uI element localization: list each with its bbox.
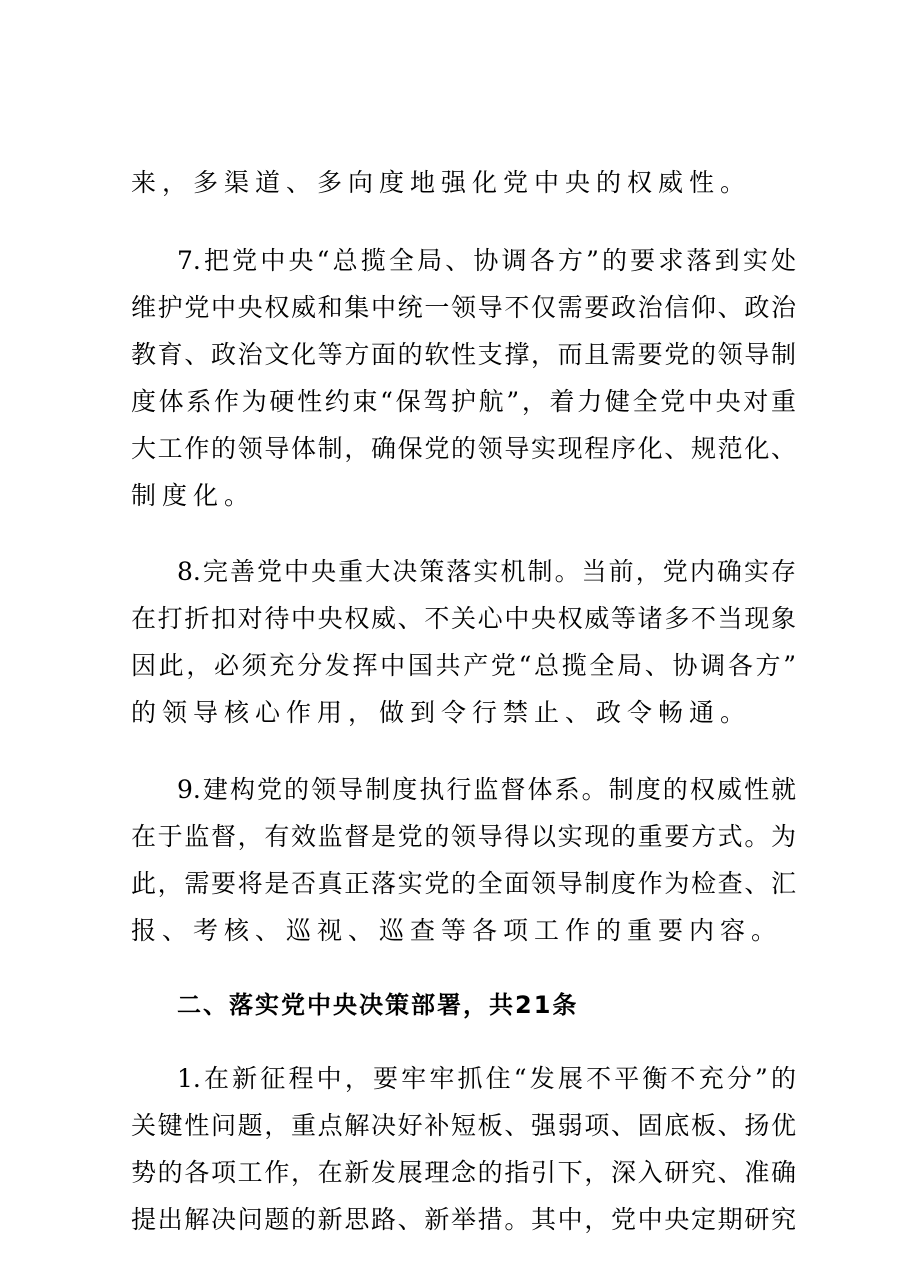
paragraph-1-line: 1.在新征程中，要牢牢抓住“发展不平衡不充分”的: [177, 1064, 796, 1093]
paragraph-9-line: 报、考核、巡视、巡查等各项工作的重要内容。: [131, 916, 783, 945]
paragraph-1-line: 势的各项工作，在新发展理念的指引下，深入研究、准确: [131, 1158, 796, 1187]
paragraph-7-line: 制度化。: [131, 481, 256, 510]
paragraph-7-line: 7.把党中央“总揽全局、协调各方”的要求落到实处: [177, 246, 796, 275]
paragraph-7-line: 度体系作为硬性约束“保驾护航”，着力健全党中央对重: [131, 387, 796, 416]
paragraph-8-line: 8.完善党中央重大决策落实机制。当前，党内确实存: [177, 557, 796, 586]
paragraph-8-line: 的领导核心作用，做到令行禁止、政令畅通。: [131, 698, 752, 727]
paragraph-7-line: 教育、政治文化等方面的软性支撑，而且需要党的领导制: [131, 340, 796, 369]
paragraph-7-line: 大工作的领导体制，确保党的领导实现程序化、规范化、: [131, 434, 796, 463]
paragraph-9-line: 9.建构党的领导制度执行监督体系。制度的权威性就: [177, 775, 796, 804]
paragraph-line: 来，多渠道、多向度地强化党中央的权威性。: [131, 168, 752, 197]
paragraph-8-line: 在打折扣对待中央权威、不关心中央权威等诸多不当现象: [131, 604, 796, 633]
paragraph-7-line: 维护党中央权威和集中统一领导不仅需要政治信仰、政治: [131, 293, 796, 322]
paragraph-9-line: 在于监督，有效监督是党的领导得以实现的重要方式。为: [131, 822, 796, 851]
section-heading: 二、落实党中央决策部署，共21条: [177, 991, 579, 1019]
paragraph-1-line: 关键性问题，重点解决好补短板、强弱项、固底板、扬优: [131, 1111, 796, 1140]
paragraph-8-line: 因此，必须充分发挥中国共产党“总揽全局、协调各方”: [131, 651, 796, 680]
paragraph-1-line: 提出解决问题的新思路、新举措。其中，党中央定期研究: [131, 1205, 796, 1234]
paragraph-9-line: 此，需要将是否真正落实党的全面领导制度作为检查、汇: [131, 869, 796, 898]
